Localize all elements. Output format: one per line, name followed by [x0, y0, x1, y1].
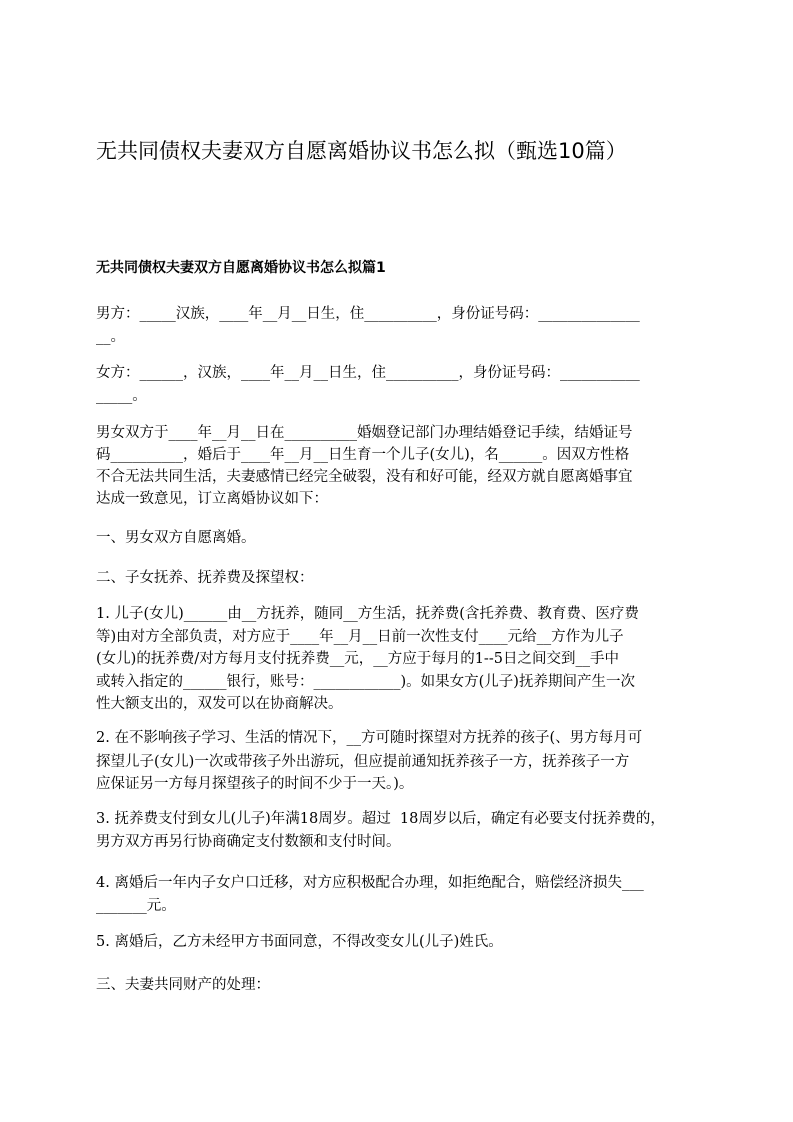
paragraph-line: 不合无法共同生活，夫妻感情已经完全破裂，没有和好可能，经双方就自愿离婚事宜 — [96, 469, 633, 485]
section-heading: 一、男女双方自愿离婚。 — [96, 530, 256, 546]
paragraph-line: 性大额支出的，双发可以在协商解决。 — [96, 696, 343, 712]
paragraph-line: 或转入指定的______银行，账号：____________)。如果女方(儿子)抚养期间产生一次 — [96, 674, 635, 690]
paragraph-line: 探望儿子(女儿)一次或带孩子外出游玩，但应提前通知抚养孩子一方，抚养孩子一方 — [96, 754, 630, 770]
paragraph-line: 等)由对方全部负责，对方应于____年__月__日前一次性支付____元给__方作为儿子 — [96, 629, 624, 645]
section-heading: 三、夫妻共同财产的处理： — [96, 977, 270, 993]
paragraph-line: 女方：______，汉族，____年__月__日生，住__________，身份证号码：___________ — [96, 365, 640, 381]
paragraph-line: _____。 — [96, 388, 147, 404]
paragraph-line: 5. 离婚后，乙方未经甲方书面同意，不得改变女儿(儿子)姓氏。 — [96, 934, 503, 950]
paragraph-line: 达成一致意见，订立离婚协议如下： — [96, 491, 328, 507]
paragraph-line: 1. 儿子(女儿)______由__方抚养，随同__方生活，抚养费(含托养费、教育费、医疗费 — [96, 606, 639, 622]
section-heading: 无共同债权夫妻双方自愿离婚协议书怎么拟篇1 — [96, 260, 386, 276]
paragraph-line: 男方：_____汉族，____年__月__日生，住__________，身份证号码：______________ — [96, 306, 640, 322]
section-heading: 二、子女抚养、抚养费及探望权： — [96, 570, 314, 586]
paragraph-line: 码__________，婚后于____年__月__日生育一个儿子(女儿)，名______。因双方性格 — [96, 447, 630, 463]
paragraph-line: __。 — [96, 329, 125, 345]
paragraph-line: (女儿)的抚养费/对方每月支付抚养费__元，__方应于每月的1--5日之间交到__手中 — [96, 651, 619, 667]
document-title: 无共同债权夫妻双方自愿离婚协议书怎么拟（甄选10篇） — [96, 139, 627, 163]
paragraph-line: 男方双方再另行协商确定支付数额和支付时间。 — [96, 834, 401, 850]
paragraph-line: 3. 抚养费支付到女儿(儿子)年满18周岁。超过 18周岁以后，确定有必要支付抚养费的， — [96, 811, 665, 827]
paragraph-line: 2. 在不影响孩子学习、生活的情况下，__方可随时探望对方抚养的孩子(、男方每月可 — [96, 730, 643, 746]
paragraph-line: 男女双方于____年__月__日在__________婚姻登记部门办理结婚登记手续，结婚证号 — [96, 425, 633, 441]
paragraph-line: 4. 离婚后一年内子女户口迁移，对方应积极配合办理，如拒绝配合，赔偿经济损失___ — [96, 875, 644, 891]
paragraph-line: 应保证另一方每月探望孩子的时间不少于一天。)。 — [96, 776, 414, 792]
paragraph-line: _______元。 — [96, 898, 176, 914]
